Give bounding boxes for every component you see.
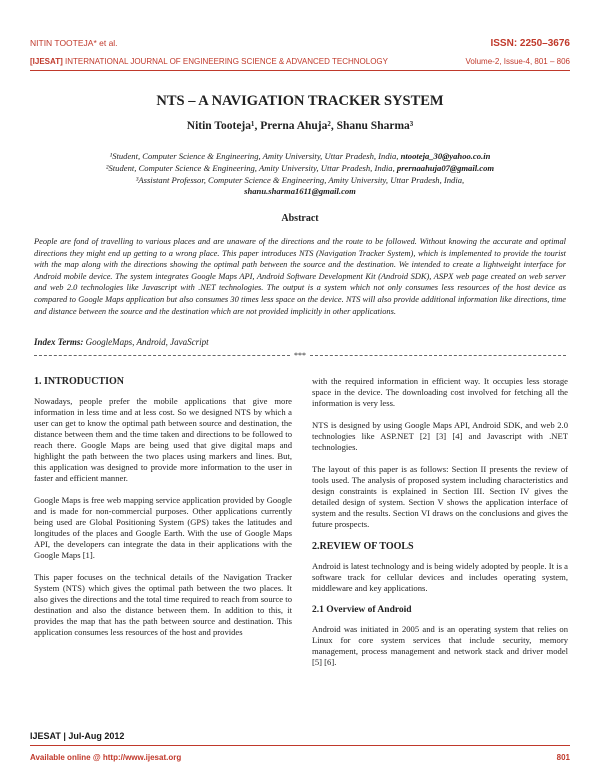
section-separator: *** [34,351,566,359]
running-header [30,38,570,49]
subsection-heading: 2.1 Overview of Android [312,605,412,615]
paragraph: The layout of this paper is as follows: Section II presents the review of tools used. The analysis of proposed system including characteristics and design constraints is explained in Section III. Section IV gives the detailed design of system. Section V shows the application interface of system and the results. Section VI draws on the conclusions and gives the future prospects. [312,464,568,529]
paragraph: Google Maps is free web mapping service application provided by Google and is made for non-commercial purposes. Other applications currently being used are Global Positioning System (GPS) takes the latitudes and longitudes of the places and Google Earth. With the use of Google Maps API, the developers can integrate the data in their applications with the Google Maps [1]. [34,495,292,560]
paragraph: with the required information in efficient way. It occupies less storage space in the device. The downloading cost involved for fetching all the information is very less. [312,376,568,408]
right-column [312,376,568,679]
footer-rule [30,745,570,746]
journal-header [30,57,570,66]
index-terms: Index Terms: GoogleMaps, Android, JavaScript [34,337,209,347]
affiliation-2: ²Student, Computer Science & Engineering, Amity University, Uttar Pradesh, India, prernaahuja07@gmail.com [105,162,495,173]
author-list: Nitin Tooteja¹, Prerna Ahuja², Shanu Sharma³ [186,120,414,132]
paragraph: NTS is designed by using Google Maps API, Android SDK, and web 2.0 technologies like ASP.NET [2] [3] [4] and Javascript with .NET technologies. [312,420,568,452]
affiliations [40,151,560,198]
footer-bar [30,753,570,762]
abstract-text: People are fond of travelling to various places and are unaware of the directions and the route to be followed. Without knowing the accurate and optimal directions they might end up getting to a wrong place. This paper introduces NTS (Navigation Tracker System), which is implemented to provide the tourist with the map along with the directions showing the optimal path between the source and the destination. We intended to create a lightweight interface for Android mobile device. The system integrates Google Maps API, Android Software Development Kit (Android SDK), ASPX web page created on web server and web 2.0 technologies like Javascript with .NET technologies. The output is a system which not only consumes less resources of the host device as compared to Google Maps application but also consumes 30 times less space on the device. NTS will also provide additional information like directions, time and distance between the source and the destination which are not provided implicitly in other applications. [34,237,566,316]
paragraph: Nowadays, people prefer the mobile applications that give more information in less time and at less cost. So we designed NTS by which a user can get to know the optimal path between source and destination, the distance between them and the time taken and directions to be followed to reach there. Google Maps are being used that give digital maps and highlight the path between the two places using markers and lines. But, this application was designed to provide more information to the user in faster and efficient manner. [34,396,292,483]
paper-title: NTS – A NAVIGATION TRACKER SYSTEM [156,93,444,109]
section-heading: 1. INTRODUCTION [34,376,125,387]
volume-info: Volume-2, Issue-4, 801 – 806 [465,57,570,66]
header-rule [30,70,570,71]
email-link[interactable]: ntooteja_30@yahoo.co.in [400,151,491,161]
email-link[interactable]: shanu.sharma1611@gmail.com [244,186,356,197]
affiliation-3: ³Assistant Professor, Computer Science & Engineering, Amity University, Uttar Pradesh, India, [135,174,465,185]
section-heading: 2.REVIEW OF TOOLS [312,541,414,552]
journal-name: [IJESAT] INTERNATIONAL JOURNAL OF ENGINEERING SCIENCE & ADVANCED TECHNOLOGY [30,57,388,66]
paragraph: Android is latest technology and is being widely adopted by people. It is a software track for cellular devices and includes operating system, middleware and key applications. [312,561,568,593]
issn: ISSN: 2250–3676 [490,38,570,49]
left-column [34,376,292,649]
footer-issue: IJESAT | Jul-Aug 2012 [30,731,125,741]
page-number: 801 [556,753,570,762]
abstract-heading: Abstract [281,213,319,224]
affiliation-3-email [40,186,560,198]
paragraph: This paper focuses on the technical details of the Navigation Tracker System (NTS) which gives the optimal path between the two places. It also gives the directions and the total time required to reach from source to destination and also the distance between them. In addition to this, it provides the map that has the path between source and destination. This application consumes less resources of the host and provides [34,572,292,637]
affiliation-1: ¹Student, Computer Science & Engineering, Amity University, Uttar Pradesh, India, ntooteja_30@yahoo.co.in [109,151,491,161]
running-author: NITIN TOOTEJA* et al. [30,38,118,48]
paragraph: Android was initiated in 2005 and is an operating system that relies on Linux for core system services that include security, memory management, process management and network stack and driver model [5] [6]. [312,624,568,667]
footer-url[interactable]: Available online @ http://www.ijesat.org [30,753,182,762]
email-link[interactable]: prernaahuja07@gmail.com [396,162,495,173]
